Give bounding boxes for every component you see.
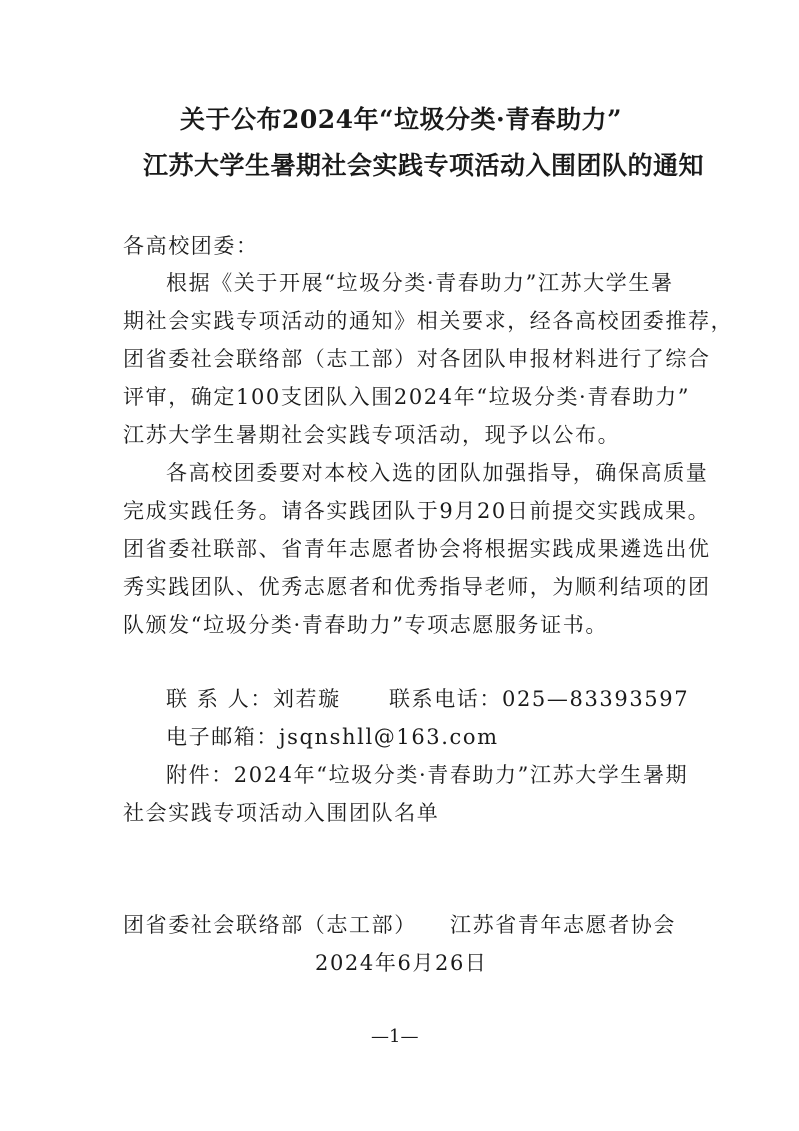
- paragraph-2-line-1: 各高校团委要对本校入选的团队加强指导，确保高质量: [166, 461, 709, 485]
- paragraph-2-line-5: 队颁发“垃圾分类·青春助力”专项志愿服务证书。: [123, 613, 608, 637]
- paragraph-2-line-4: 秀实践团队、优秀志愿者和优秀指导老师，为顺利结项的团: [123, 575, 711, 599]
- paragraph-2-line-3: 团省委社联部、省青年志愿者协会将根据实践成果遴选出优: [123, 537, 711, 561]
- contact-email: 电子邮箱：jsqnshll@163.com: [166, 725, 499, 749]
- contact-person: 联 系 人：刘若璇: [166, 687, 341, 711]
- issue-date: 2024年6月26日: [315, 951, 488, 975]
- paragraph-1-line-5: 江苏大学生暑期社会实践专项活动，现予以公布。: [123, 423, 621, 447]
- title-line-1: 关于公布2024年“垃圾分类·青春助力”: [180, 105, 623, 134]
- salutation: 各高校团委：: [123, 234, 259, 258]
- attachment-line-2: 社会实践专项活动入围团队名单: [123, 801, 440, 825]
- paragraph-1-line-4: 评审，确定100支团队入围2024年“垃圾分类·青春助力”: [123, 385, 691, 409]
- signature-right: 江苏省青年志愿者协会: [450, 913, 676, 937]
- contact-phone: 联系电话：025—83393597: [389, 687, 690, 711]
- signature-left: 团省委社会联络部（志工部）: [123, 913, 417, 937]
- paragraph-1-line-3: 团省委社会联络部（志工部）对各团队申报材料进行了综合: [123, 347, 711, 371]
- paragraph-2-line-2: 完成实践任务。请各实践团队于9月20日前提交实践成果。: [123, 499, 711, 523]
- paragraph-1-line-2: 期社会实践专项活动的通知》相关要求，经各高校团委推荐，: [123, 309, 734, 333]
- signature-row: [123, 909, 678, 939]
- paragraph-1-line-1: 根据《关于开展“垃圾分类·青春助力”江苏大学生暑: [166, 271, 674, 295]
- page-number: —1—: [371, 1026, 419, 1047]
- attachment-line-1: 附件：2024年“垃圾分类·青春助力”江苏大学生暑期: [166, 763, 689, 787]
- title-line-2: 江苏大学生暑期社会实践专项活动入围团队的通知: [143, 151, 705, 180]
